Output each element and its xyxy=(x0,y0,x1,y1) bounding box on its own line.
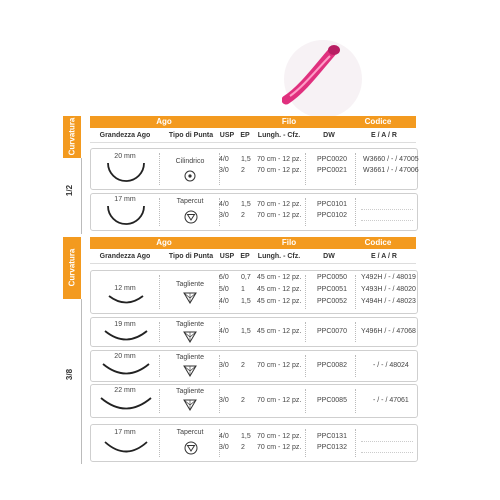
triangle-down-icon xyxy=(183,292,197,304)
ep-value: 2 xyxy=(241,444,245,451)
needle-size: 17 mm xyxy=(114,196,136,203)
ear-code: Y494H / - / 48023 xyxy=(361,298,416,305)
needle-half-curve-icon xyxy=(105,204,147,226)
table2-header xyxy=(90,237,416,249)
table2-subheader xyxy=(90,251,416,264)
table2-row-4 xyxy=(90,384,418,418)
ep-value: 1,5 xyxy=(241,328,251,335)
curvatura-label-2: Curvatura xyxy=(67,248,77,287)
subheader-tipo-1: Tipo di Punta xyxy=(168,132,214,139)
ep-value: 0,7 xyxy=(241,274,251,281)
length-value: 70 cm - 12 pz. xyxy=(257,212,302,219)
ear-code: Y492H / - / 48019 xyxy=(361,274,416,281)
subheader-lungh-2: Lungh. - Cfz. xyxy=(257,253,301,260)
table1-subheader xyxy=(90,130,416,143)
ear-code: W3661 / - / 47006 xyxy=(363,167,419,174)
subheader-lungh-1: Lungh. - Cfz. xyxy=(257,132,301,139)
dw-code: PPC0021 xyxy=(317,167,347,174)
header-filo-2: Filo xyxy=(281,238,297,247)
triangle-down-icon xyxy=(183,399,197,411)
tip-type: Tapercut xyxy=(176,429,204,436)
usp-value: 4/0 xyxy=(219,433,229,440)
header-codice-2: Codice xyxy=(364,238,392,247)
triangle-down-icon xyxy=(183,331,197,343)
needle-size: 20 mm xyxy=(114,153,136,160)
usp-value: 4/0 xyxy=(219,298,229,305)
table1-row-1 xyxy=(90,148,418,190)
curvatura-bar-2 xyxy=(63,237,81,299)
needle-size: 20 mm xyxy=(114,353,136,360)
usp-value: 3/0 xyxy=(219,212,229,219)
ear-code: - / - / 47061 xyxy=(373,397,409,404)
curvatura-bar-1 xyxy=(63,116,81,158)
dw-code: PPC0051 xyxy=(317,286,347,293)
ep-value: 2 xyxy=(241,362,245,369)
table2-row-2 xyxy=(90,317,418,347)
table2-row-5 xyxy=(90,424,418,462)
usp-value: 3/0 xyxy=(219,167,229,174)
subheader-usp-2: USP xyxy=(219,253,235,260)
usp-value: 4/0 xyxy=(219,156,229,163)
needle-three-eighths-curve-icon xyxy=(103,328,149,344)
length-value: 70 cm - 12 pz. xyxy=(257,397,302,404)
length-value: 70 cm - 12 pz. xyxy=(257,444,302,451)
curvature-value-three-eighths: 3/8 xyxy=(65,368,75,381)
length-value: 45 cm - 12 pz. xyxy=(257,298,302,305)
usp-value: 3/0 xyxy=(219,444,229,451)
ear-code: Y496H / - / 47068 xyxy=(361,328,416,335)
ep-value: 2 xyxy=(241,212,245,219)
header-codice-1: Codice xyxy=(364,117,392,126)
length-value: 70 cm - 12 pz. xyxy=(257,201,302,208)
dot-circle-icon xyxy=(184,170,196,182)
table2-side-rule xyxy=(81,299,82,464)
ear-code: W3660 / - / 47005 xyxy=(363,156,419,163)
tip-type: Tagliente xyxy=(175,321,205,328)
usp-value: 4/0 xyxy=(219,328,229,335)
length-value: 70 cm - 12 pz. xyxy=(257,362,302,369)
usp-value: 4/0 xyxy=(219,201,229,208)
tip-type: Tagliente xyxy=(175,354,205,361)
usp-value: 3/0 xyxy=(219,397,229,404)
ep-value: 1,5 xyxy=(241,156,251,163)
needle-size: 12 mm xyxy=(114,285,136,292)
length-value: 70 cm - 12 pz. xyxy=(257,433,302,440)
curvatura-label-1: Curvatura xyxy=(67,117,77,156)
ep-value: 2 xyxy=(241,397,245,404)
dw-code: PPC0101 xyxy=(317,201,347,208)
ear-code: - / - / 48024 xyxy=(373,362,409,369)
subheader-dw-1: DW xyxy=(323,132,335,139)
triangle-down-icon xyxy=(183,365,197,377)
tip-type: Tagliente xyxy=(175,388,205,395)
subheader-ep-2: EP xyxy=(240,253,250,260)
dw-code: PPC0050 xyxy=(317,274,347,281)
ear-code: Y493H / - / 48020 xyxy=(361,286,416,293)
usp-value: 3/0 xyxy=(219,362,229,369)
tip-type: Cilindrico xyxy=(175,158,205,165)
dw-code: PPC0131 xyxy=(317,433,347,440)
subheader-usp-1: USP xyxy=(219,132,235,139)
length-value: 45 cm - 12 pz. xyxy=(257,274,302,281)
length-value: 45 cm - 12 pz. xyxy=(257,286,302,293)
suture-image xyxy=(282,38,364,120)
length-value: 70 cm - 12 pz. xyxy=(257,167,302,174)
table2-row-1 xyxy=(90,270,418,314)
subheader-grandezza-1: Grandezza Ago xyxy=(99,132,151,139)
subheader-ep-1: EP xyxy=(240,132,250,139)
dw-code: PPC0085 xyxy=(317,397,347,404)
needle-three-eighths-curve-icon xyxy=(107,293,145,307)
subheader-tipo-2: Tipo di Punta xyxy=(168,253,214,260)
length-value: 70 cm - 12 pz. xyxy=(257,156,302,163)
table1-side-rule xyxy=(81,158,82,234)
table2-row-3 xyxy=(90,350,418,382)
needle-size: 17 mm xyxy=(114,429,136,436)
needle-half-curve-icon xyxy=(105,161,147,185)
needle-size: 22 mm xyxy=(114,387,136,394)
curvature-value-half: 1/2 xyxy=(65,184,75,197)
length-value: 45 cm - 12 pz. xyxy=(257,328,302,335)
subheader-dw-2: DW xyxy=(323,253,335,260)
usp-value: 6/0 xyxy=(219,274,229,281)
tip-type: Tapercut xyxy=(176,198,204,205)
table1-row-2 xyxy=(90,193,418,231)
header-ago-2: Ago xyxy=(156,238,172,247)
dw-code: PPC0020 xyxy=(317,156,347,163)
triangle-circle-icon xyxy=(184,441,198,455)
dw-code: PPC0132 xyxy=(317,444,347,451)
table1-header xyxy=(90,116,416,128)
needle-three-eighths-curve-icon xyxy=(103,439,149,457)
ep-value: 2 xyxy=(241,167,245,174)
subheader-ear-1: E / A / R xyxy=(371,132,397,139)
header-ago-1: Ago xyxy=(156,117,172,126)
ep-value: 1,5 xyxy=(241,433,251,440)
ep-value: 1,5 xyxy=(241,298,251,305)
dw-code: PPC0102 xyxy=(317,212,347,219)
dw-code: PPC0082 xyxy=(317,362,347,369)
header-filo-1: Filo xyxy=(281,117,297,126)
subheader-ear-2: E / A / R xyxy=(371,253,397,260)
needle-size: 19 mm xyxy=(114,321,136,328)
ep-value: 1 xyxy=(241,286,245,293)
dw-code: PPC0052 xyxy=(317,298,347,305)
usp-value: 5/0 xyxy=(219,286,229,293)
needle-three-eighths-curve-icon xyxy=(99,395,153,415)
tip-type: Tagliente xyxy=(175,281,205,288)
triangle-circle-icon xyxy=(184,210,198,224)
ep-value: 1,5 xyxy=(241,201,251,208)
dw-code: PPC0070 xyxy=(317,328,347,335)
needle-three-eighths-curve-icon xyxy=(101,361,151,379)
subheader-grandezza-2: Grandezza Ago xyxy=(99,253,151,260)
